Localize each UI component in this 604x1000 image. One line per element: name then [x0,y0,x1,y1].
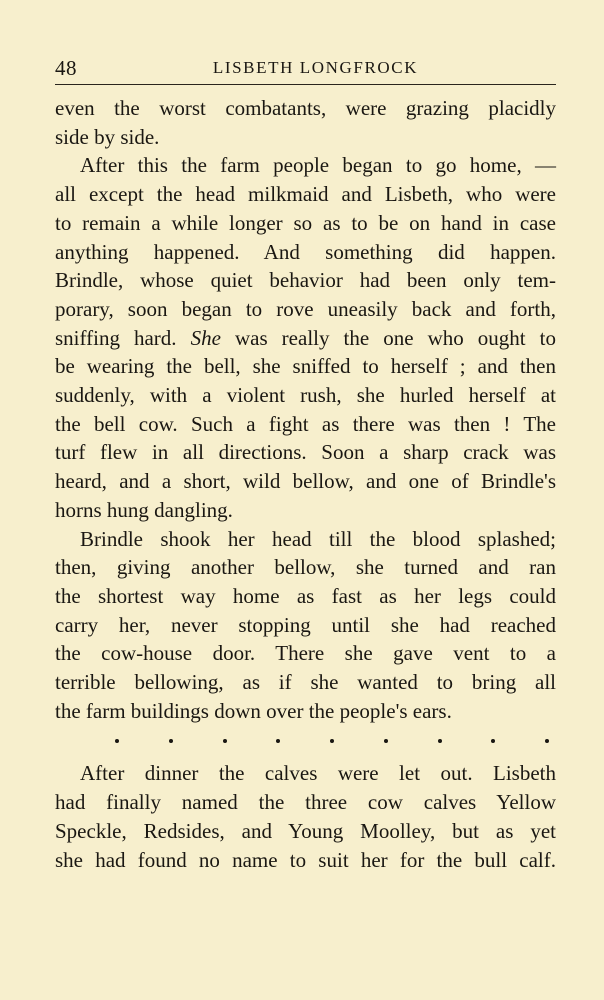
separator-dot [115,739,119,743]
separator-dot [330,739,334,743]
text-fragment: sniffing hard. [55,325,177,350]
separator-dot [438,739,442,743]
text-line: even the worst combatants, were grazing placidly [55,96,556,120]
paragraph-1 [55,94,556,151]
text-line: Brindle shook her head till the blood splashed; [80,526,556,551]
text-line: suddenly, with a violent rush, she hurled herself at [55,383,556,408]
separator-dot [169,739,173,743]
text-line: After this the farm people began to go home, — [80,153,556,178]
italic-word: She [190,325,221,350]
text-line: be wearing the bell, she sniffed to herself ; and then [55,354,556,379]
body-text [55,94,556,874]
page-number: 48 [55,56,77,80]
book-title: LISBETH LONGFROCK [212,58,419,77]
text-line: carry her, never stopping until she had reached [55,612,556,637]
section-break-dots [55,727,556,755]
text-line: she had found no name to suit her for the bull calf. [55,847,556,872]
text-line: all except the head milkmaid and Lisbeth, who were [55,182,556,207]
text-line: to remain a while longer so as to be on hand in case [55,210,556,235]
text-line: Speckle, Redsides, and Young Moolley, but as yet [55,818,556,843]
separator-dot [276,739,280,743]
text-line: had finally named the three cow calves Yellow [55,790,556,815]
text-line: After dinner the calves were let out. Lisbeth [80,761,556,786]
text-line: then, giving another bellow, she turned and ran [55,555,556,580]
text-line: the shortest way home as fast as her legs could [55,583,556,608]
text-line: side by side. [55,124,160,149]
text-line: the bell cow. Such a fight as there was then ! The [55,411,556,436]
text-line: the farm buildings down over the people's ears. [55,698,452,723]
text-line: heard, and a short, wild bellow, and one of Brindle's [55,469,556,494]
text-fragment: was really the one who ought to [234,325,557,350]
text-line: the cow-house door. There she gave vent to a [55,641,556,666]
text-line: turf flew in all directions. Soon a sharp crack was [55,440,556,465]
text-line: anything happened. And something did happen. [55,239,556,264]
paragraph-3 [55,525,556,726]
text-line: terrible bellowing, as if she wanted to bring all [55,670,556,695]
paragraph-2 [55,151,556,524]
running-header [55,50,556,85]
book-page [55,50,556,874]
separator-dot [223,739,227,743]
text-line: Brindle, whose quiet behavior had been only tem- [55,268,556,293]
separator-dot [384,739,388,743]
text-line: porary, soon began to rove uneasily back and forth, [55,296,556,321]
separator-dot [491,739,495,743]
text-line-italic-mixed [55,324,556,353]
text-line: horns hung dangling. [55,497,233,522]
separator-dot [545,739,549,743]
paragraph-4 [55,759,556,874]
